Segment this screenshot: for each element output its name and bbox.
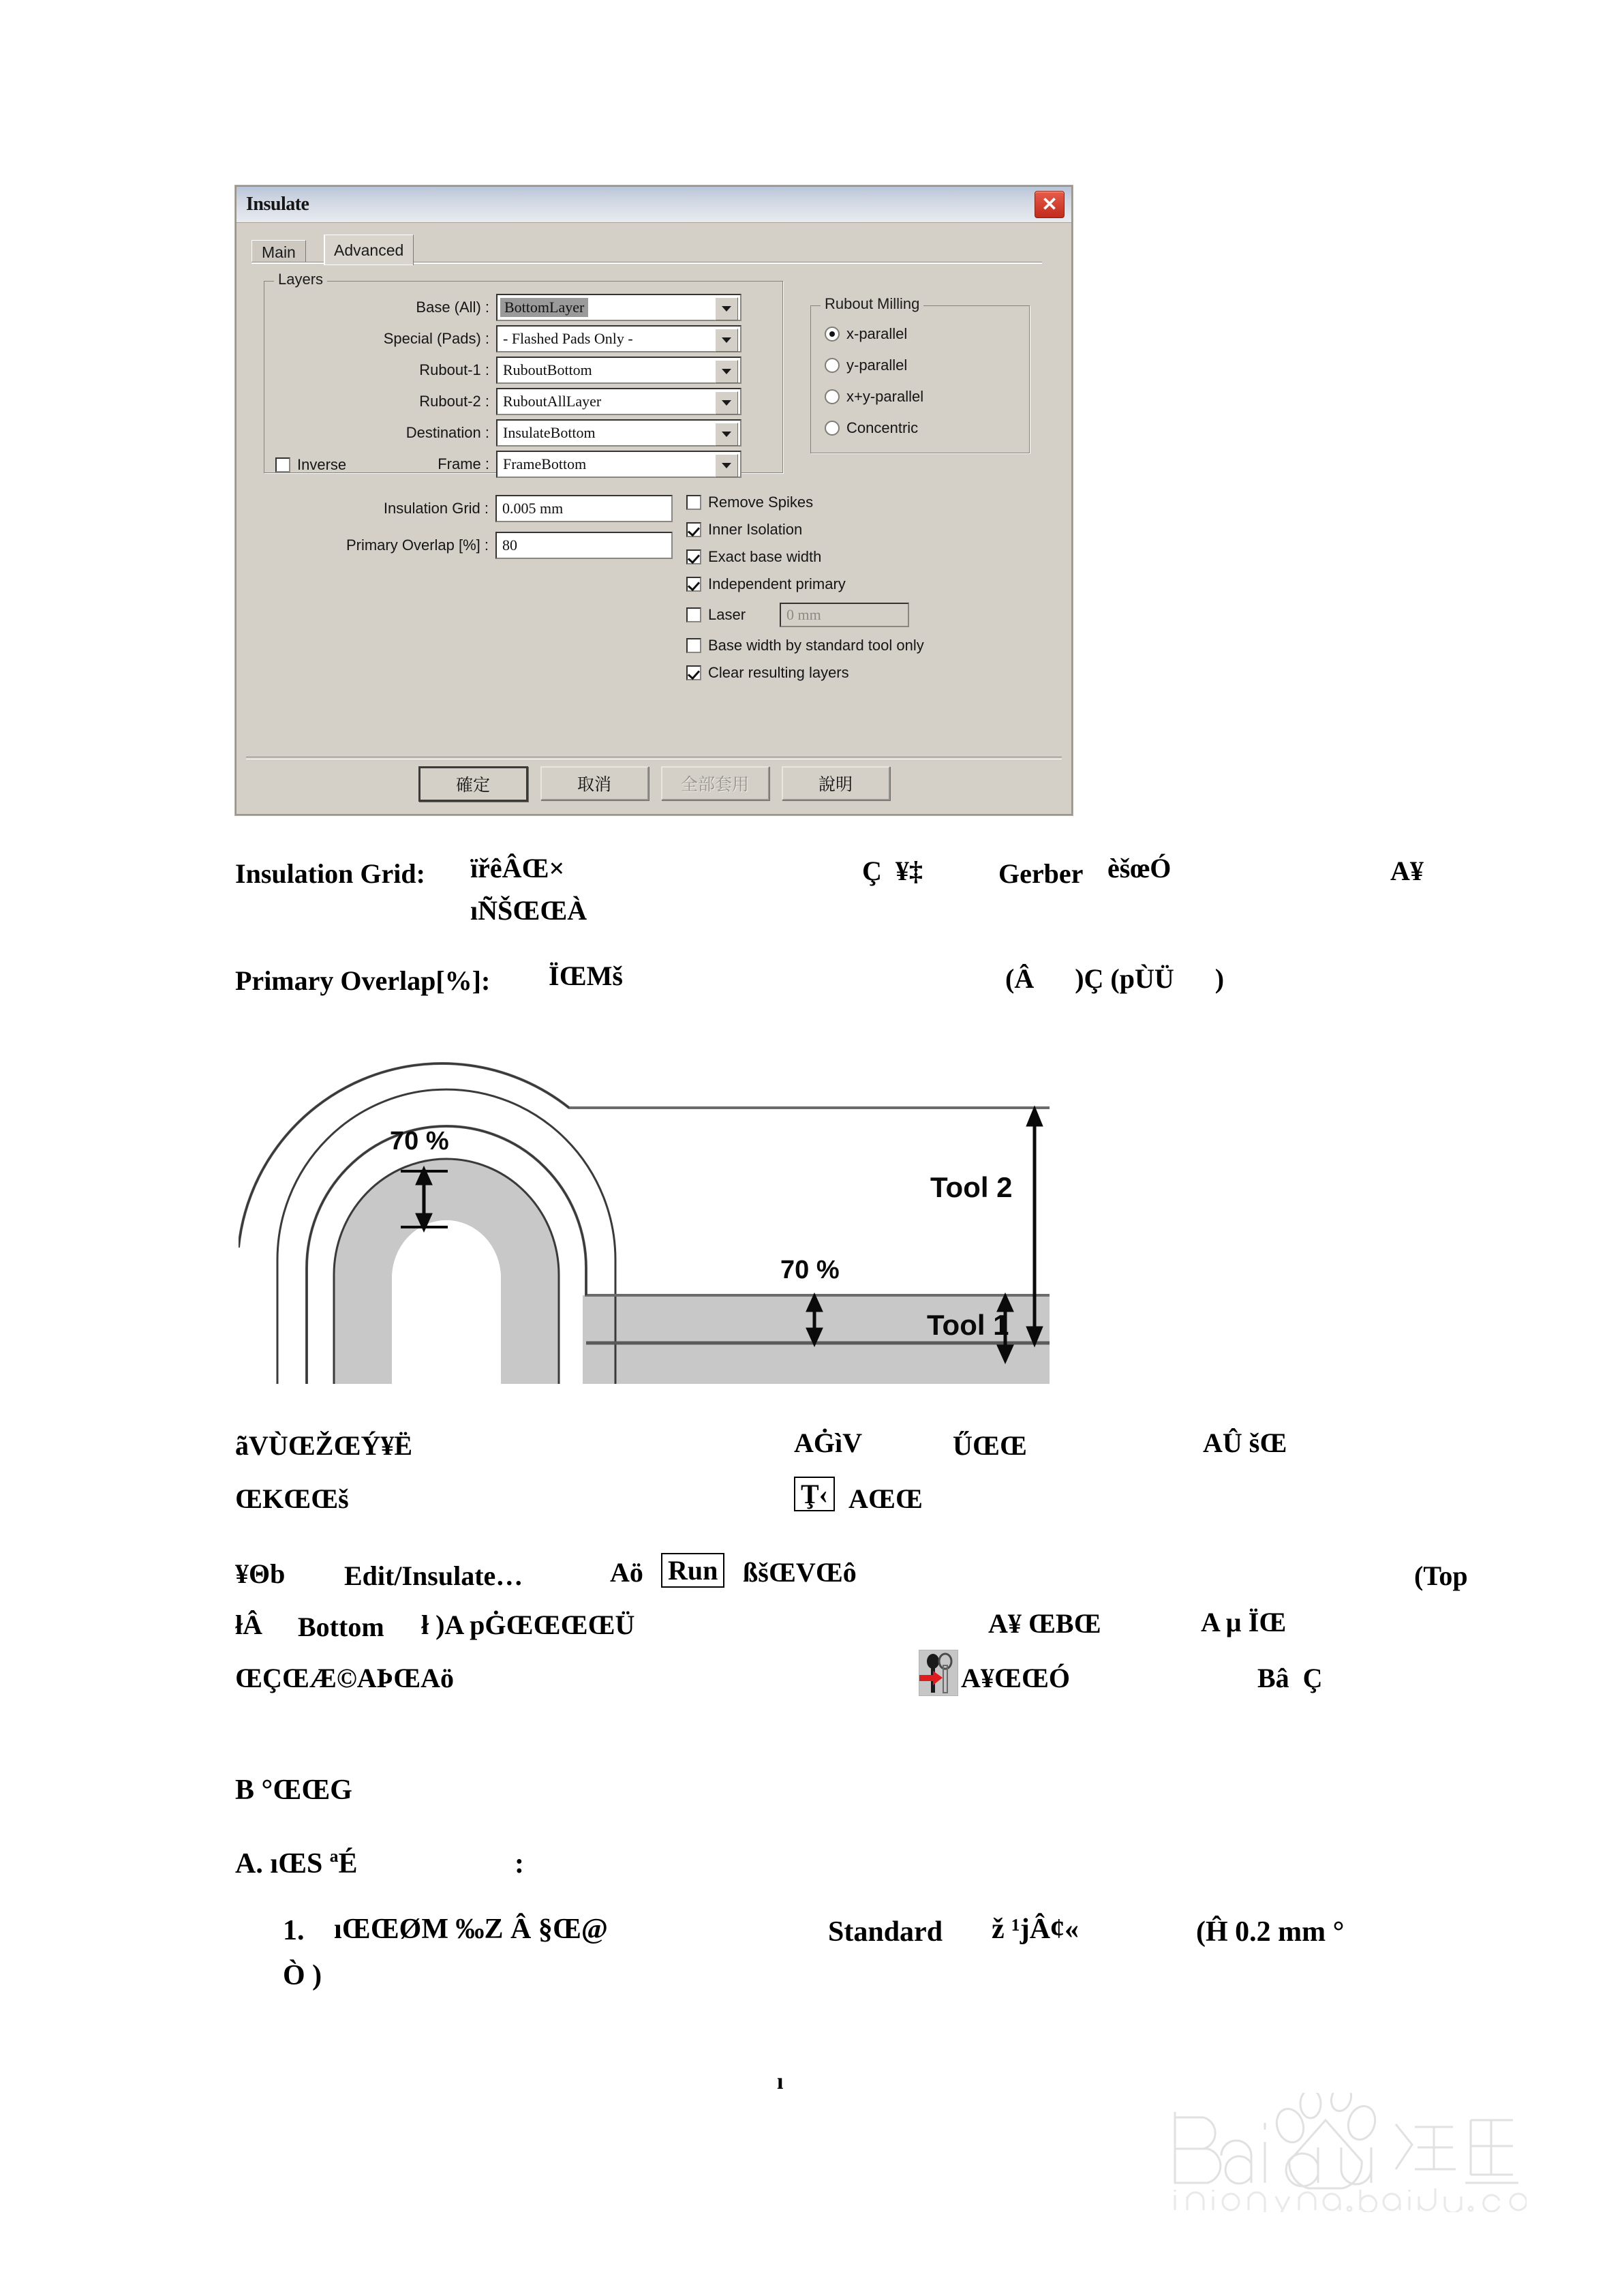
combo-special-value: - Flashed Pads Only - xyxy=(503,330,633,347)
text-para3-l1d: AÛ šŒ xyxy=(1203,1428,1287,1458)
text-para4-l1c: Aö xyxy=(610,1557,643,1588)
text-para3-l2c: AŒŒ xyxy=(848,1483,923,1514)
apply-all-button: 全部套用 xyxy=(661,766,769,800)
item-1-seg5: Ò ) xyxy=(283,1960,322,1991)
label-base: Base (All) : xyxy=(416,299,489,316)
dialog-button-row xyxy=(236,766,1071,802)
label-primary-overlap: Primary Overlap [%] : xyxy=(346,537,489,554)
input-laser-value: 0 mm xyxy=(780,603,909,627)
chevron-down-icon[interactable] xyxy=(715,454,738,477)
checkbox-independent-primary-label: Independent primary xyxy=(708,575,846,592)
combo-base[interactable] xyxy=(496,294,741,321)
checkbox-exact-base-width-label: Exact base width xyxy=(708,548,822,565)
text-primary-overlap-seg1: ÏŒMš xyxy=(549,961,623,991)
diagram-label-pct-top: 70 % xyxy=(390,1127,449,1155)
text-insulation-grid-seg4: èšœÓ xyxy=(1107,853,1172,883)
combo-rubout1[interactable] xyxy=(496,357,741,384)
layers-group-legend: Layers xyxy=(274,271,327,288)
text-para4-l1d: ßšŒVŒô xyxy=(743,1557,857,1588)
radio-y-parallel-label: y-parallel xyxy=(846,357,908,374)
page-mark: ı xyxy=(777,2069,784,2094)
text-para4-bottom: Bottom xyxy=(298,1612,384,1642)
label-rubout2: Rubout-2 : xyxy=(419,393,489,410)
checkbox-independent-primary-box[interactable] xyxy=(686,577,701,592)
radio-x-parallel[interactable] xyxy=(825,325,907,343)
tabstrip xyxy=(251,233,1042,263)
checkbox-laser-box[interactable] xyxy=(686,607,701,622)
combo-frame[interactable] xyxy=(496,451,741,478)
radio-concentric[interactable] xyxy=(825,419,918,437)
combo-rubout2-value: RuboutAllLayer xyxy=(503,393,602,410)
checkbox-exact-base-width[interactable] xyxy=(686,548,924,566)
chevron-down-icon[interactable] xyxy=(715,423,738,446)
item-1-seg4: (Ĥ 0.2 mm ° xyxy=(1196,1916,1345,1948)
radio-xy-parallel-dot[interactable] xyxy=(825,389,840,404)
chevron-down-icon[interactable] xyxy=(715,360,738,383)
row-destination xyxy=(264,419,741,447)
combo-special[interactable] xyxy=(496,325,741,352)
text-para3-l2a: ŒKŒŒš xyxy=(235,1483,349,1514)
dialog-title: Insulate xyxy=(246,194,309,215)
row-primary-overlap xyxy=(264,532,673,559)
label-destination: Destination : xyxy=(406,424,489,441)
input-insulation-grid[interactable]: 0.005 mm xyxy=(495,495,673,522)
tab-advanced[interactable]: Advanced xyxy=(324,235,414,265)
text-para3-l1a: ãVÙŒŽŒÝ¥Ë xyxy=(235,1430,413,1461)
text-insulation-grid-label: Insulation Grid: xyxy=(235,858,425,889)
label-special: Special (Pads) : xyxy=(383,330,489,347)
row-insulation-grid xyxy=(264,495,673,522)
checkbox-independent-primary[interactable] xyxy=(686,575,924,593)
input-primary-overlap[interactable]: 80 xyxy=(495,532,673,559)
rubout-milling-wrap xyxy=(802,281,1054,479)
checkbox-remove-spikes[interactable] xyxy=(686,494,924,511)
rubout-milling-legend: Rubout Milling xyxy=(821,295,923,313)
checkbox-inner-isolation[interactable] xyxy=(686,521,924,539)
item-a-label: A. ıŒS ªÉ xyxy=(235,1848,358,1879)
radio-y-parallel[interactable] xyxy=(825,357,907,374)
radio-x-parallel-dot[interactable] xyxy=(825,327,840,342)
combo-destination-value: InsulateBottom xyxy=(503,424,596,441)
item-1-seg1: ıŒŒØM ‰Z Â §Œ@ xyxy=(334,1914,608,1945)
diagram-label-pct-bottom: 70 % xyxy=(780,1256,840,1284)
checkbox-clear-resulting-layers[interactable] xyxy=(686,664,924,682)
insulate-toolbar-icon-glyph xyxy=(919,1650,958,1695)
checkbox-exact-base-width-box[interactable] xyxy=(686,549,701,564)
checkbox-base-width-standard-tool-label: Base width by standard tool only xyxy=(708,637,924,654)
button-separator xyxy=(246,757,1062,759)
item-a-colon: : xyxy=(515,1848,524,1879)
text-run-boxed: Run xyxy=(661,1553,724,1588)
close-icon[interactable]: ✕ xyxy=(1035,191,1065,218)
text-para4-l2c: ł )A pĠŒŒŒŒÜ xyxy=(421,1610,635,1640)
checkbox-laser-label: Laser xyxy=(708,606,746,623)
rubout-milling-group xyxy=(810,295,1030,453)
text-para4-top: (Top xyxy=(1414,1560,1468,1591)
diagram-label-tool2: Tool 2 xyxy=(930,1171,1013,1203)
cancel-button[interactable]: 取消 xyxy=(540,766,649,800)
radio-x-parallel-label: x-parallel xyxy=(846,325,908,342)
dialog-titlebar xyxy=(236,187,1071,223)
baidu-jingyan-watermark xyxy=(1145,2093,1527,2212)
text-para4-l2d: A¥ ŒBŒ xyxy=(988,1608,1101,1639)
params-block xyxy=(264,495,673,559)
label-frame: Frame : xyxy=(438,455,489,472)
checkbox-remove-spikes-box[interactable] xyxy=(686,495,701,510)
dialog-body xyxy=(236,222,1071,814)
radio-concentric-dot[interactable] xyxy=(825,421,840,436)
checkbox-inverse-label: Inverse xyxy=(297,456,347,473)
text-para4-l3a: ŒÇŒÆ©AÞŒAö xyxy=(235,1663,454,1693)
text-para4-l3c: Bâ Ç xyxy=(1257,1663,1323,1693)
row-special xyxy=(264,325,741,352)
text-para4-l2e: A µ ÏŒ xyxy=(1201,1607,1287,1637)
text-para3-l1c: ŰŒŒ xyxy=(953,1430,1027,1461)
text-insulation-grid-seg5: A¥ xyxy=(1390,856,1424,886)
checkbox-laser[interactable] xyxy=(686,603,924,627)
combo-destination[interactable] xyxy=(496,419,741,447)
item-1-seg3: ž ¹jÂ¢« xyxy=(992,1914,1080,1945)
label-rubout1: Rubout-1 : xyxy=(419,361,489,378)
text-insulation-grid-seg1: ïřêÂŒ× xyxy=(470,853,565,883)
radio-concentric-label: Concentric xyxy=(846,419,919,436)
label-insulation-grid: Insulation Grid : xyxy=(383,500,489,517)
diagram-label-tool1: Tool 1 xyxy=(927,1309,1009,1341)
checkbox-remove-spikes-label: Remove Spikes xyxy=(708,494,814,511)
insulate-dialog xyxy=(235,185,1073,815)
ok-button[interactable]: 確定 xyxy=(418,766,528,802)
checkbox-clear-resulting-layers-box[interactable] xyxy=(686,665,701,680)
checkbox-clear-resulting-layers-label: Clear resulting layers xyxy=(708,664,849,681)
heading-b: B °ŒŒG xyxy=(235,1774,352,1806)
text-primary-overlap-label: Primary Overlap[%]: xyxy=(235,965,491,996)
text-para3-l1b: AĠìV xyxy=(794,1428,862,1458)
checkbox-inner-isolation-label: Inner Isolation xyxy=(708,521,803,538)
help-button[interactable]: 說明 xyxy=(782,766,890,800)
item-1-number: 1. xyxy=(283,1915,305,1946)
text-insulation-grid-seg2: Ç ¥‡ xyxy=(862,856,923,886)
item-1-standard: Standard xyxy=(828,1916,943,1948)
options-checkbox-list xyxy=(686,494,924,682)
watermark-svg xyxy=(1145,2093,1527,2212)
combo-base-value: BottomLayer xyxy=(500,298,588,317)
chevron-down-icon[interactable] xyxy=(715,297,738,320)
combo-rubout1-value: RuboutBottom xyxy=(503,361,592,378)
combo-rubout2[interactable] xyxy=(496,388,741,415)
row-base xyxy=(264,294,741,321)
text-para4-l2a: łÂ xyxy=(235,1610,262,1640)
text-primary-overlap-seg2: (Â )Ç (pÙÜ ) xyxy=(1005,963,1225,994)
text-insulation-grid-line2: ıÑŠŒŒÀ xyxy=(470,895,587,926)
layers-group xyxy=(264,271,783,473)
row-rubout1 xyxy=(264,357,741,384)
tab-main[interactable]: Main xyxy=(251,240,306,264)
row-rubout2 xyxy=(264,388,741,415)
chevron-down-icon[interactable] xyxy=(715,329,738,352)
text-insulation-grid-gerber: Gerber xyxy=(998,858,1084,889)
tool-overlap-diagram xyxy=(239,1043,1050,1384)
chevron-down-icon[interactable] xyxy=(715,391,738,414)
combo-frame-value: FrameBottom xyxy=(503,455,587,472)
text-para4-edit-insulate: Edit/Insulate… xyxy=(344,1560,523,1591)
radio-xy-parallel[interactable] xyxy=(825,388,923,406)
text-para4-l3b: A¥ŒŒÓ xyxy=(961,1663,1070,1693)
checkbox-inverse-box[interactable] xyxy=(275,457,290,472)
text-para4-l1a: ¥Θb xyxy=(235,1558,286,1589)
radio-y-parallel-dot[interactable] xyxy=(825,358,840,373)
checkbox-base-width-standard-tool-box[interactable] xyxy=(686,638,701,653)
checkbox-base-width-standard-tool[interactable] xyxy=(686,637,924,654)
text-para3-l2b-boxed: Ţ‹ xyxy=(794,1477,835,1511)
checkbox-inner-isolation-box[interactable] xyxy=(686,522,701,537)
insulate-toolbar-icon xyxy=(919,1650,958,1696)
radio-xy-parallel-label: x+y-parallel xyxy=(846,388,924,405)
checkbox-inverse[interactable] xyxy=(275,456,346,474)
